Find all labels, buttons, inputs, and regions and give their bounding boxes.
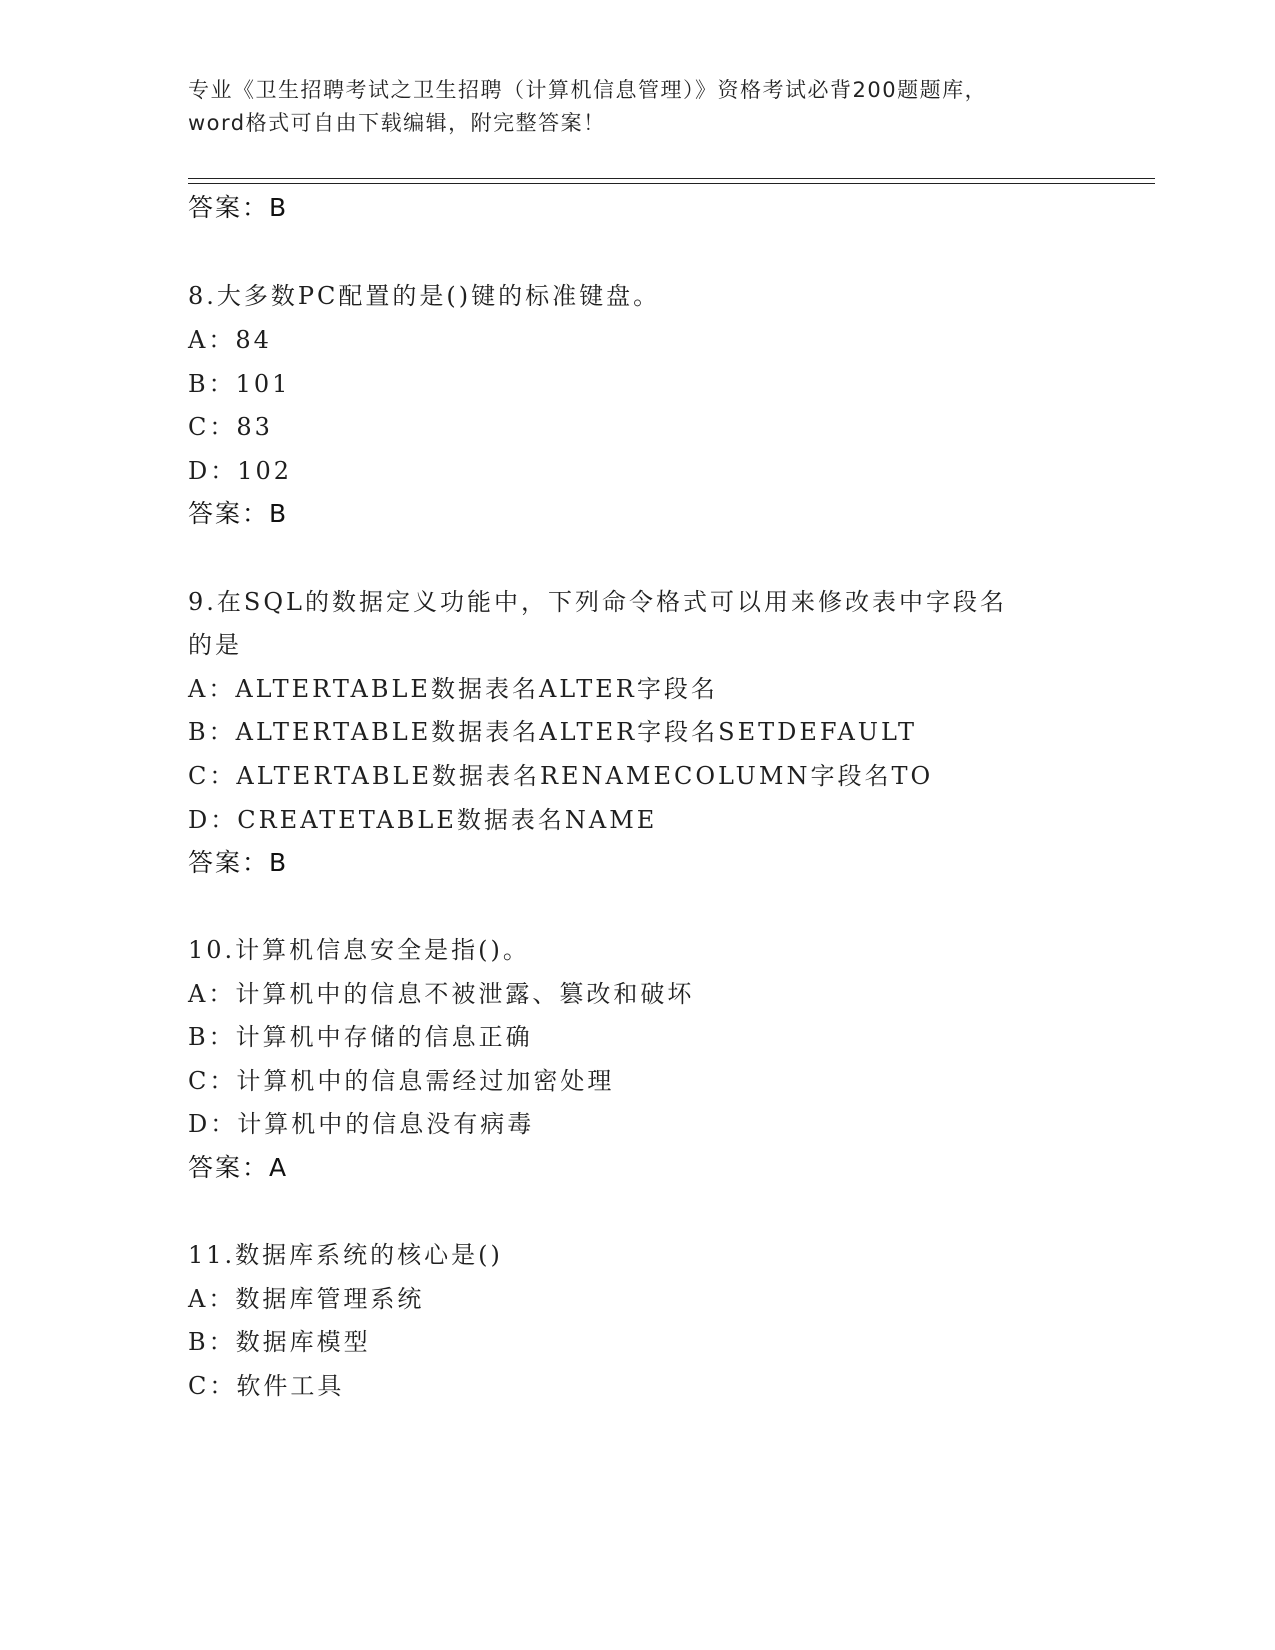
- header-line-1: 专业《卫生招聘考试之卫生招聘（计算机信息管理）》资格考试必背200题题库，: [188, 78, 988, 102]
- question-10-option-d: D：计算机中的信息没有病毒: [188, 1110, 535, 1138]
- answer-previous: 答案：B: [188, 193, 289, 222]
- question-8-option-d: D：102: [188, 457, 293, 485]
- question-9-option-c: C：ALTERTABLE数据表名RENAMECOLUMN字段名TO: [188, 762, 934, 790]
- question-9-answer: 答案：B: [188, 848, 289, 877]
- question-11-option-a: A：数据库管理系统: [188, 1285, 425, 1313]
- question-8-text: 8.大多数PC配置的是()键的标准键盘。: [188, 282, 661, 310]
- question-9-text-line-2: 的是: [188, 631, 242, 659]
- header-divider-top: [188, 178, 1155, 179]
- header-divider-bottom: [188, 183, 1155, 184]
- question-9-option-b: B：ALTERTABLE数据表名ALTER字段名SETDEFAULT: [188, 718, 917, 746]
- question-11-option-c: C：软件工具: [188, 1372, 345, 1400]
- header-line-2: word格式可自由下载编辑，附完整答案！: [188, 111, 606, 135]
- question-10-option-c: C：计算机中的信息需经过加密处理: [188, 1067, 615, 1095]
- question-10-answer: 答案：A: [188, 1153, 289, 1182]
- question-10-option-b: B：计算机中存储的信息正确: [188, 1023, 533, 1051]
- question-11-option-b: B：数据库模型: [188, 1328, 371, 1356]
- question-8-option-a: A：84: [188, 326, 272, 354]
- question-11-text: 11.数据库系统的核心是(): [188, 1241, 503, 1269]
- question-10-text: 10.计算机信息安全是指()。: [188, 936, 530, 964]
- question-8-answer: 答案：B: [188, 499, 289, 528]
- document-header: [188, 74, 1088, 140]
- question-8-option-c: C：83: [188, 413, 273, 441]
- question-9-option-d: D：CREATETABLE数据表名NAME: [188, 806, 658, 834]
- question-10-option-a: A：计算机中的信息不被泄露、篡改和破坏: [188, 980, 695, 1008]
- question-9-text-line-1: 9.在SQL的数据定义功能中，下列命令格式可以用来修改表中字段名: [188, 588, 1007, 616]
- question-8-option-b: B：101: [188, 370, 291, 398]
- question-9-option-a: A：ALTERTABLE数据表名ALTER字段名: [188, 675, 718, 703]
